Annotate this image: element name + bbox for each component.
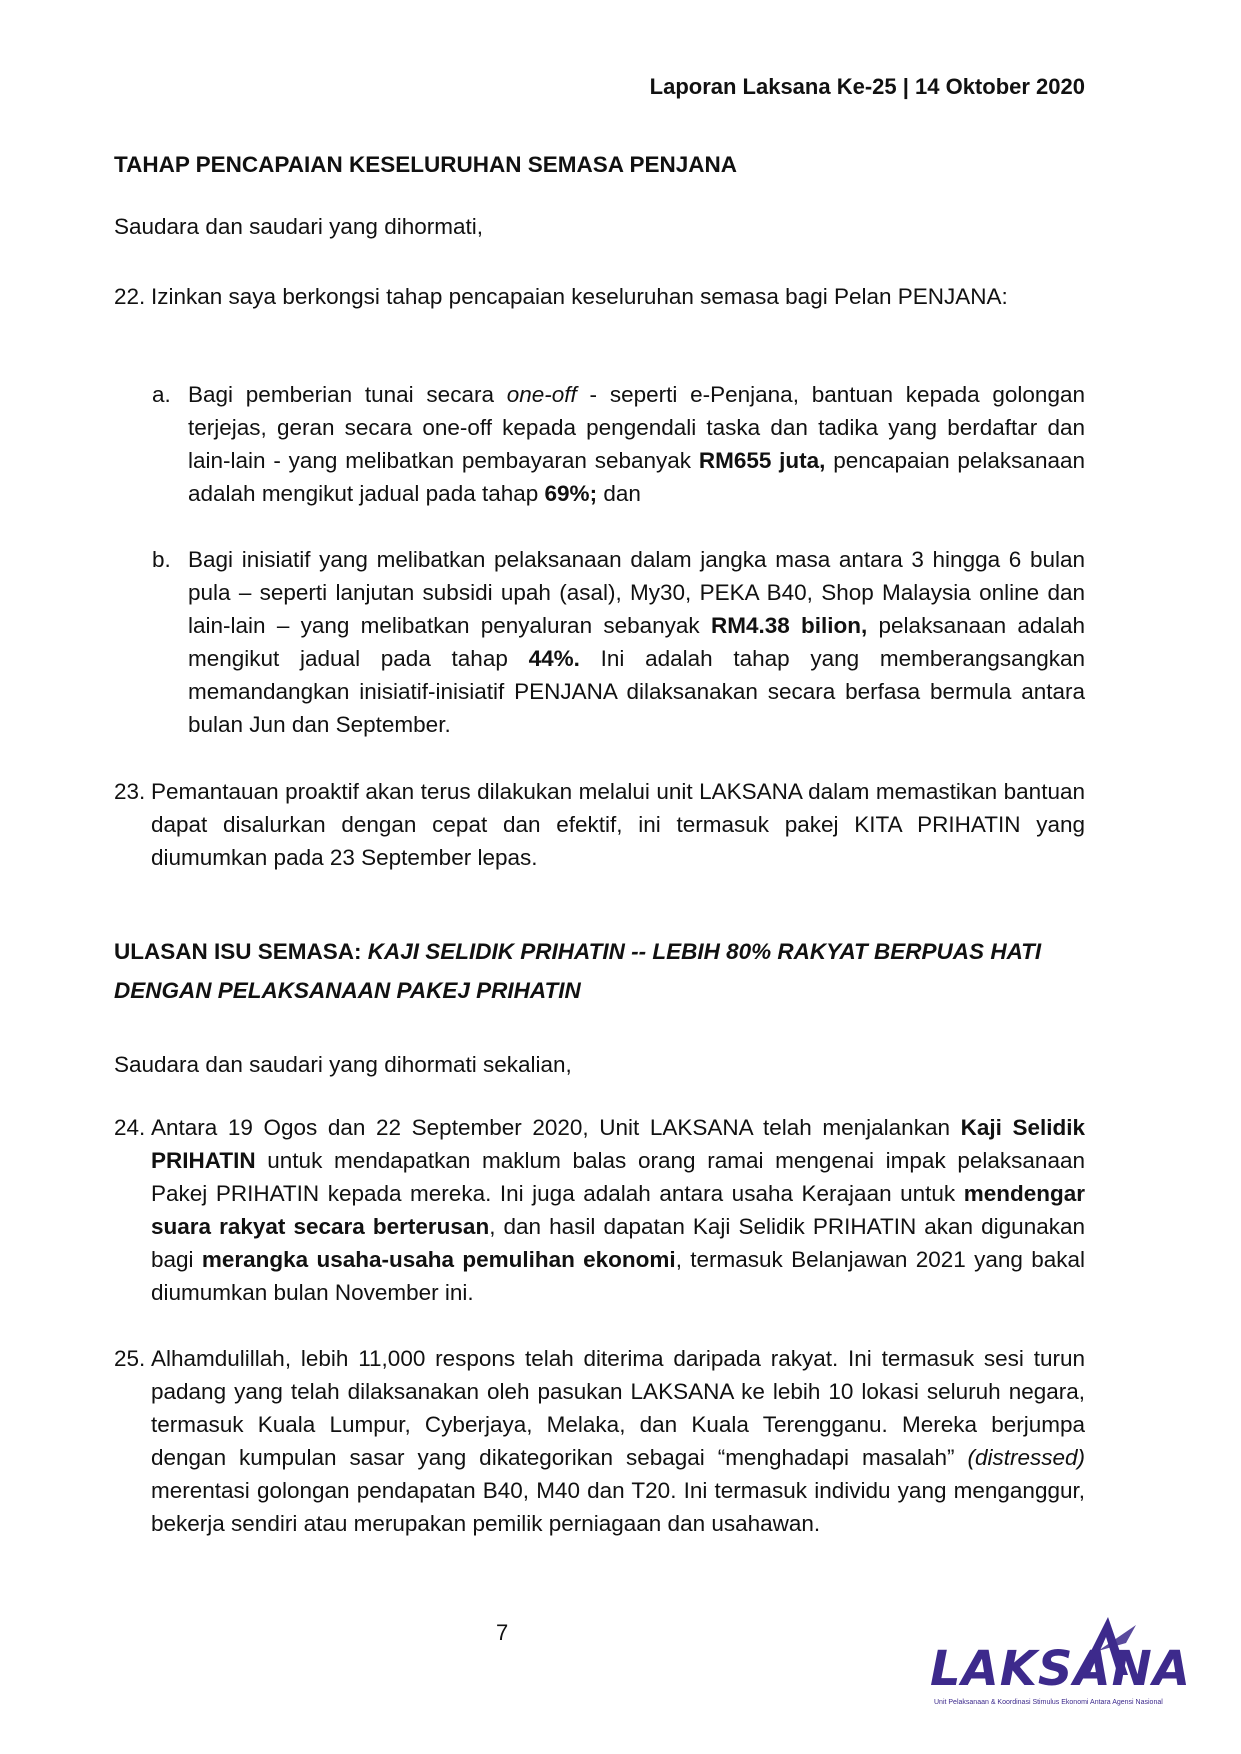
paragraph-24 xyxy=(114,1111,1085,1309)
paragraph-number: 24. xyxy=(114,1115,146,1140)
paragraph-number: 25. xyxy=(114,1346,146,1371)
logo-tagline: Unit Pelaksanaan & Koordinasi Stimulus Ekonomi Antara Agensi Nasional xyxy=(934,1699,1163,1706)
sub-item-b xyxy=(152,543,1085,741)
logo-wordmark: LAKSANA xyxy=(930,1641,1191,1697)
report-header: Laporan Laksana Ke-25 | 14 Oktober 2020 xyxy=(649,74,1085,99)
sub-item-text: Bagi pemberian tunai secara one-off - seperti e-Penjana, bantuan kepada golongan terjejas, geran secara one-off kepada pengendali taska dan tadika yang berdaftar dan lain-lain - yang melibatkan pembayaran sebanyak RM655 juta, pencapaian pelaksanaan adalah mengikut jadual pada tahap 69%; dan xyxy=(188,382,1085,506)
sub-item-letter: b. xyxy=(152,547,171,572)
paragraph-number: 22. xyxy=(114,284,146,309)
sub-item-a xyxy=(152,378,1085,510)
paragraph-text: Pemantauan proaktif akan terus dilakukan melalui unit LAKSANA dalam memastikan bantuan dapat disalurkan dengan cepat dan efektif, ini termasuk pakej KITA PRIHATIN yang diumumkan pada 23 September lepas. xyxy=(151,779,1085,870)
paragraph-25 xyxy=(114,1342,1085,1540)
paragraph-23 xyxy=(114,775,1085,874)
paragraph-text: Antara 19 Ogos dan 22 September 2020, Unit LAKSANA telah menjalankan Kaji Selidik PRIHATIN untuk mendapatkan maklum balas orang ramai mengenai impak pelaksanaan Pakej PRIHATIN kepada mereka. Ini juga adalah antara usaha Kerajaan untuk mendengar suara rakyat secara berterusan, dan hasil dapatan Kaji Selidik PRIHATIN akan digunakan bagi merangka usaha-usaha pemulihan ekonomi, termasuk Belanjawan 2021 yang bakal diumumkan bulan November ini. xyxy=(151,1115,1085,1305)
section-title-ulasan: ULASAN ISU SEMASA: KAJI SELIDIK PRIHATIN -- LEBIH 80% RAKYAT BERPUAS HATI DENGAN PELAKSANAAN PAKEJ PRIHATIN xyxy=(114,939,1042,1003)
paragraph-22 xyxy=(114,280,1085,313)
sub-item-text: Bagi inisiatif yang melibatkan pelaksanaan dalam jangka masa antara 3 hingga 6 bulan pula – seperti lanjutan subsidi upah (asal), My30, PEKA B40, Shop Malaysia online dan lain-lain – yang melibatkan penyaluran sebanyak RM4.38 bilion, pelaksanaan adalah mengikut jadual pada tahap 44%. Ini adalah tahap yang memberangsangkan memandangkan inisiatif-inisiatif PENJANA dilaksanakan secara berfasa bermula antara bulan Jun dan September. xyxy=(188,547,1085,737)
paragraph-number: 23. xyxy=(114,779,146,804)
salutation: Saudara dan saudari yang dihormati, xyxy=(114,214,483,239)
paragraph-text: Izinkan saya berkongsi tahap pencapaian keseluruhan semasa bagi Pelan PENJANA: xyxy=(151,284,1008,309)
salutation: Saudara dan saudari yang dihormati sekalian, xyxy=(114,1052,572,1077)
page-number: 7 xyxy=(496,1620,509,1645)
laksana-logo xyxy=(930,1603,1191,1713)
paragraph-text: Alhamdulillah, lebih 11,000 respons telah diterima daripada rakyat. Ini termasuk sesi turun padang yang telah dilaksanakan oleh pasukan LAKSANA ke lebih 10 lokasi seluruh negara, termasuk Kuala Lumpur, Cyberjaya, Melaka, dan Kuala Terengganu. Mereka berjumpa dengan kumpulan sasar yang dikategorikan sebagai “menghadapi masalah” (distressed) merentasi golongan pendapatan B40, M40 dan T20. Ini termasuk individu yang menganggur, bekerja sendiri atau merupakan pemilik perniagaan dan usahawan. xyxy=(151,1346,1085,1536)
sub-item-letter: a. xyxy=(152,382,171,407)
section-title-penjana: TAHAP PENCAPAIAN KESELURUHAN SEMASA PENJANA xyxy=(114,152,737,177)
